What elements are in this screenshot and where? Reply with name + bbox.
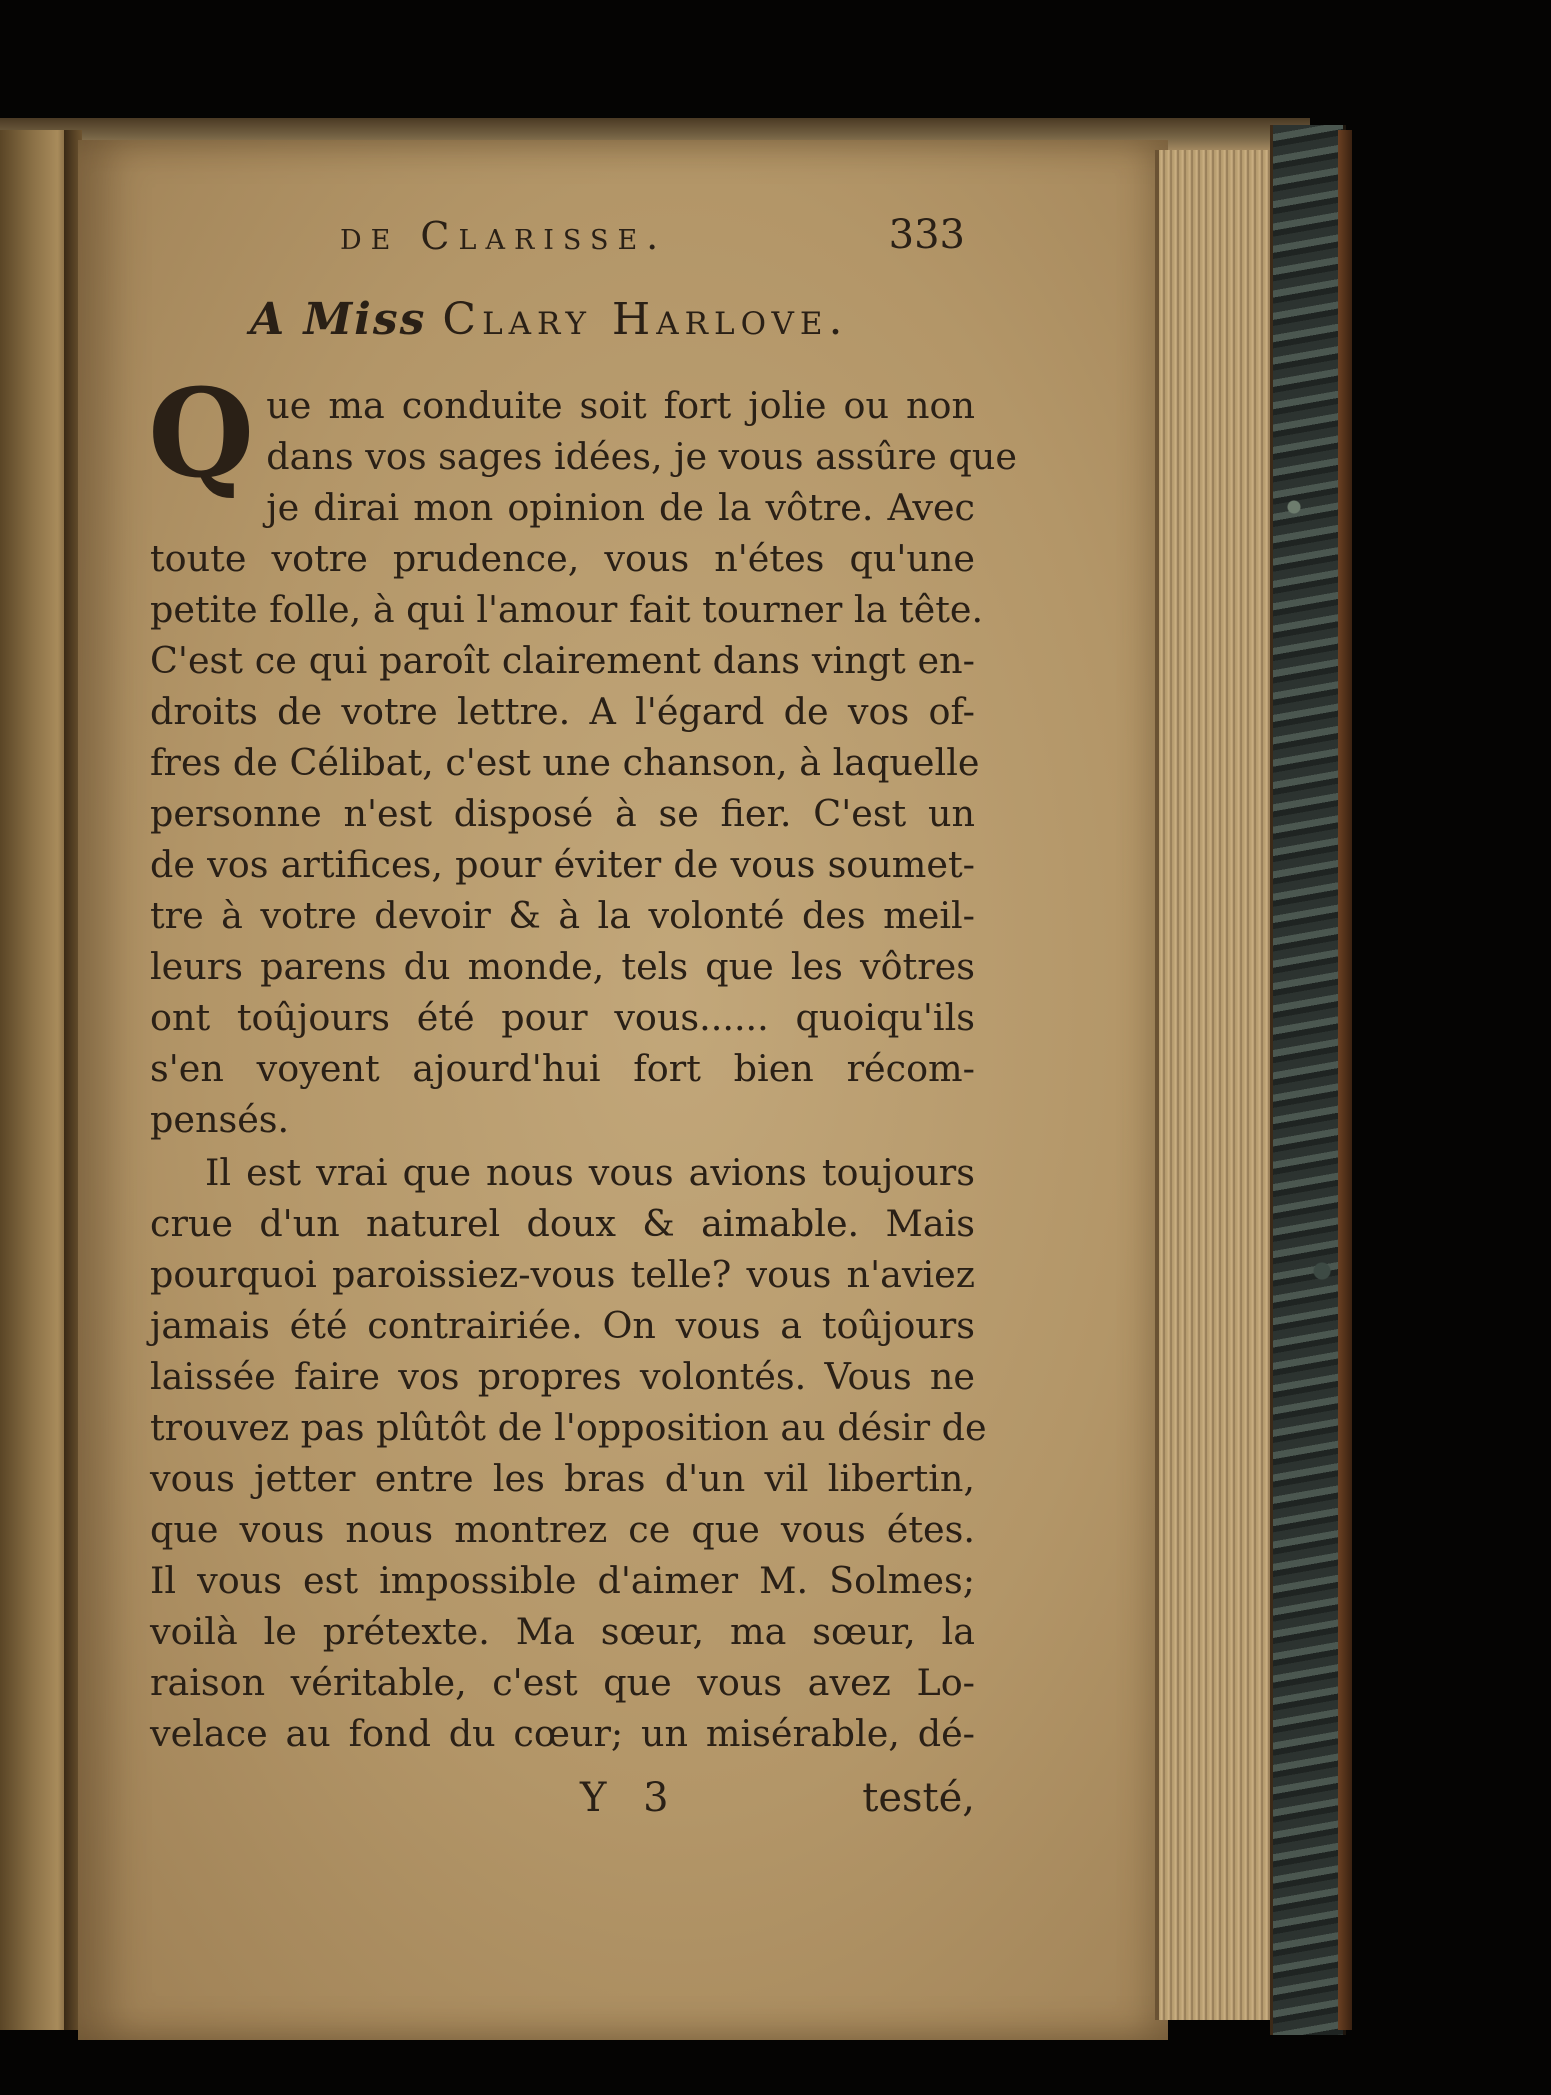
page-footer [150,1775,975,1825]
marbled-cover [1270,125,1346,2035]
letter-heading-to: A Miss [250,294,427,345]
page-number: 333 [888,212,965,258]
letter-heading-name: Clary Harlove. [442,294,849,345]
text-line: petite folle, à qui l'amour fait tourner la tête. [150,588,984,631]
letter-body [148,361,1017,1759]
cover-edge [1338,130,1352,2030]
text-line: s'en voyent ajourd'hui fort bien récom- [150,1047,975,1090]
letter-heading [250,294,848,345]
text-line: toute votre prudence, vous n'étes qu'une [150,537,975,580]
page-text-block [148,210,1017,1830]
text-line: tre à votre devoir & à la volonté des meil- [150,894,975,937]
text-line: dans vos sages idées, je vous assûre que [266,435,1017,478]
text-line: Il est vrai que nous vous avions toujours [205,1151,975,1194]
text-line: laissée faire vos propres volontés. Vous ne [150,1355,975,1398]
text-line: droits de votre lettre. A l'égard de vos of- [150,690,975,733]
text-line: C'est ce qui paroît clairement dans vingt en- [150,639,975,682]
catchword: testé, [862,1775,975,1821]
text-line: de vos artifices, pour éviter de vous soumet- [150,843,975,886]
text-line: que vous nous montrez ce que vous étes. [150,1508,975,1551]
signature-mark: Y 3 [580,1775,681,1821]
text-line: jamais été contrairiée. On vous a toûjours [150,1304,975,1347]
text-line: pourquoi paroissiez-vous telle? vous n'aviez [150,1253,975,1296]
text-line: fres de Célibat, c'est une chanson, à laquelle [150,741,980,784]
text-line: raison véritable, c'est que vous avez Lo- [150,1661,975,1704]
paragraph-2 [150,1147,987,1759]
text-line: trouvez pas plûtôt de l'opposition au désir de [150,1406,987,1449]
text-line: pensés. [150,1098,290,1141]
running-head [150,210,975,270]
text-line: personne n'est disposé à se fier. C'est un [150,792,975,835]
page-stack-edges [1155,150,1279,2020]
text-line: voilà le prétexte. Ma sœur, ma sœur, la [150,1610,975,1653]
text-line: crue d'un naturel doux & aimable. Mais [150,1202,975,1245]
text-line: velace au fond du cœur; un misérable, dé- [150,1712,975,1755]
running-head-title: de Clarisse. [340,214,668,258]
text-line: vous jetter entre les bras d'un vil libertin, [150,1457,975,1500]
text-line: ue ma conduite soit fort jolie ou non [266,384,975,427]
text-line: ont toûjours été pour vous...... quoiqu'ils [150,996,975,1039]
text-line: je dirai mon opinion de la vôtre. Avec [266,486,975,529]
text-line: leurs parens du monde, tels que les vôtres [150,945,975,988]
paragraph-1 [148,361,1017,1145]
drop-cap: Q [148,361,255,505]
text-line: Il vous est impossible d'aimer M. Solmes; [150,1559,975,1602]
